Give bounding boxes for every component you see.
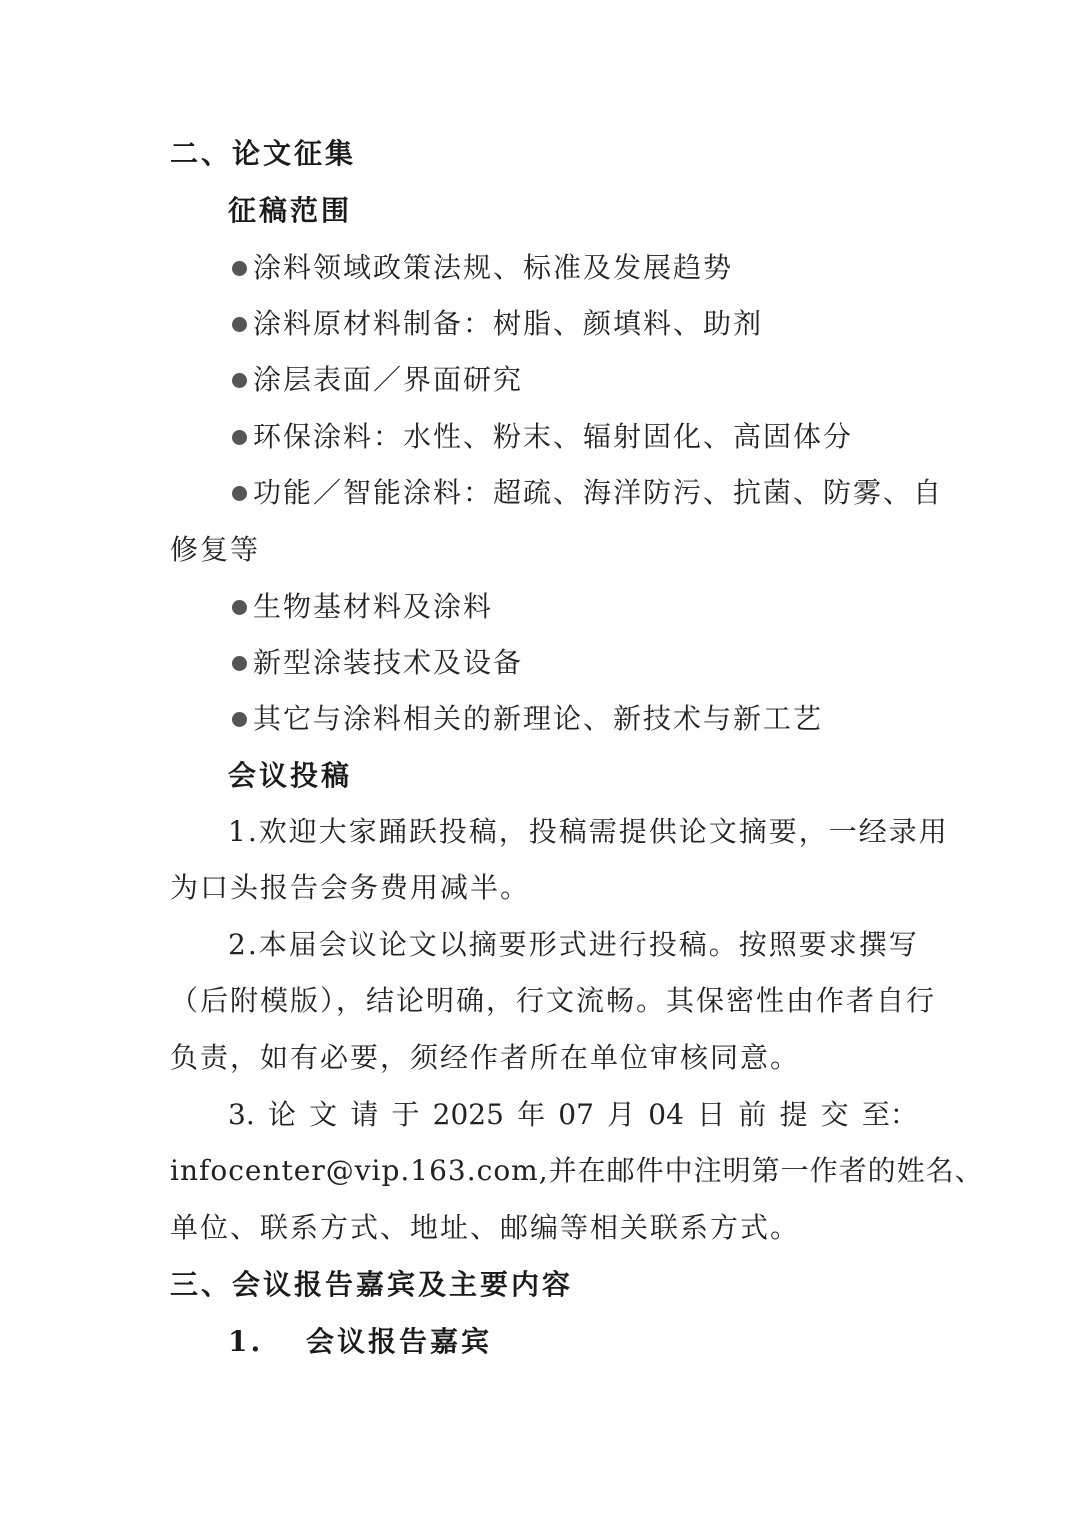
word: 07: [558, 1098, 594, 1131]
paragraph-line: 为口头报告会务费用减半。: [170, 871, 531, 904]
section-2-title: 二、论文征集: [170, 137, 357, 170]
scope-item: [232, 589, 493, 625]
section-3-title: 三、会议报告嘉宾及主要内容: [170, 1268, 574, 1301]
scope-item: [232, 645, 523, 681]
bullet-icon: [232, 261, 247, 276]
submission-title: 会议投稿: [228, 759, 353, 792]
scope-item: [232, 701, 823, 737]
paragraph-line: 1.欢迎大家踊跃投稿，投稿需提供论文摘要，一经录用: [228, 815, 949, 848]
paragraph-line: infocenter@vip.163.com,并在邮件中注明第一作者的姓名、: [170, 1154, 984, 1187]
paragraph-line: 负责，如有必要，须经作者所在单位审核同意。: [170, 1041, 801, 1074]
word: 04: [648, 1098, 684, 1131]
word: 2025: [432, 1098, 504, 1131]
scope-item-text: 生物基材料及涂料: [253, 590, 494, 623]
paragraph-line: 单位、联系方式、地址、邮编等相关联系方式。: [170, 1211, 801, 1244]
bullet-icon: [232, 486, 247, 501]
word: 于: [391, 1098, 420, 1131]
paragraph-line: 2.本届会议论文以摘要形式进行投稿。按照要求撰写: [228, 928, 919, 961]
scope-item: [232, 362, 523, 398]
scope-item-text: 涂料原材料制备：树脂、颜填料、助剂: [253, 307, 764, 340]
word: 3.: [228, 1098, 255, 1131]
scope-item-text: 其它与涂料相关的新理论、新技术与新工艺: [253, 702, 824, 735]
scope-item: [232, 250, 733, 286]
bullet-icon: [232, 656, 247, 671]
subsection-text: 会议报告嘉宾: [305, 1325, 492, 1358]
paragraph-line-justified: [228, 1097, 918, 1133]
scope-item-text: 新型涂装技术及设备: [253, 646, 524, 679]
word: 至：: [861, 1098, 918, 1131]
subsection-number: 1.: [228, 1325, 264, 1358]
word: 请: [350, 1098, 379, 1131]
scope-item-text: 涂层表面／界面研究: [253, 363, 524, 396]
word: 提: [779, 1098, 808, 1131]
scope-title: 征稿范围: [228, 194, 353, 227]
word: 年: [517, 1098, 546, 1131]
word: 交: [820, 1098, 849, 1131]
word: 月: [607, 1098, 636, 1131]
paragraph-line: （后附模版），结论明确，行文流畅。其保密性由作者自行: [170, 984, 937, 1017]
word: 论: [267, 1098, 296, 1131]
subsection-title: [228, 1324, 492, 1360]
scope-item-text: 涂料领域政策法规、标准及发展趋势: [253, 251, 734, 284]
scope-item-text: 环保涂料：水性、粉末、辐射固化、高固体分: [253, 420, 854, 453]
bullet-icon: [232, 430, 247, 445]
bullet-icon: [232, 600, 247, 615]
bullet-icon: [232, 373, 247, 388]
word: 文: [309, 1098, 338, 1131]
bullet-icon: [232, 712, 247, 727]
scope-item: [232, 475, 943, 511]
scope-item: [232, 306, 763, 342]
word: 前: [738, 1098, 767, 1131]
scope-item-text: 功能／智能涂料：超疏、海洋防污、抗菌、防雾、自: [253, 476, 944, 509]
scope-item-continuation: 修复等: [170, 533, 261, 566]
bullet-icon: [232, 317, 247, 332]
scope-item: [232, 419, 853, 455]
word: 日: [697, 1098, 726, 1131]
